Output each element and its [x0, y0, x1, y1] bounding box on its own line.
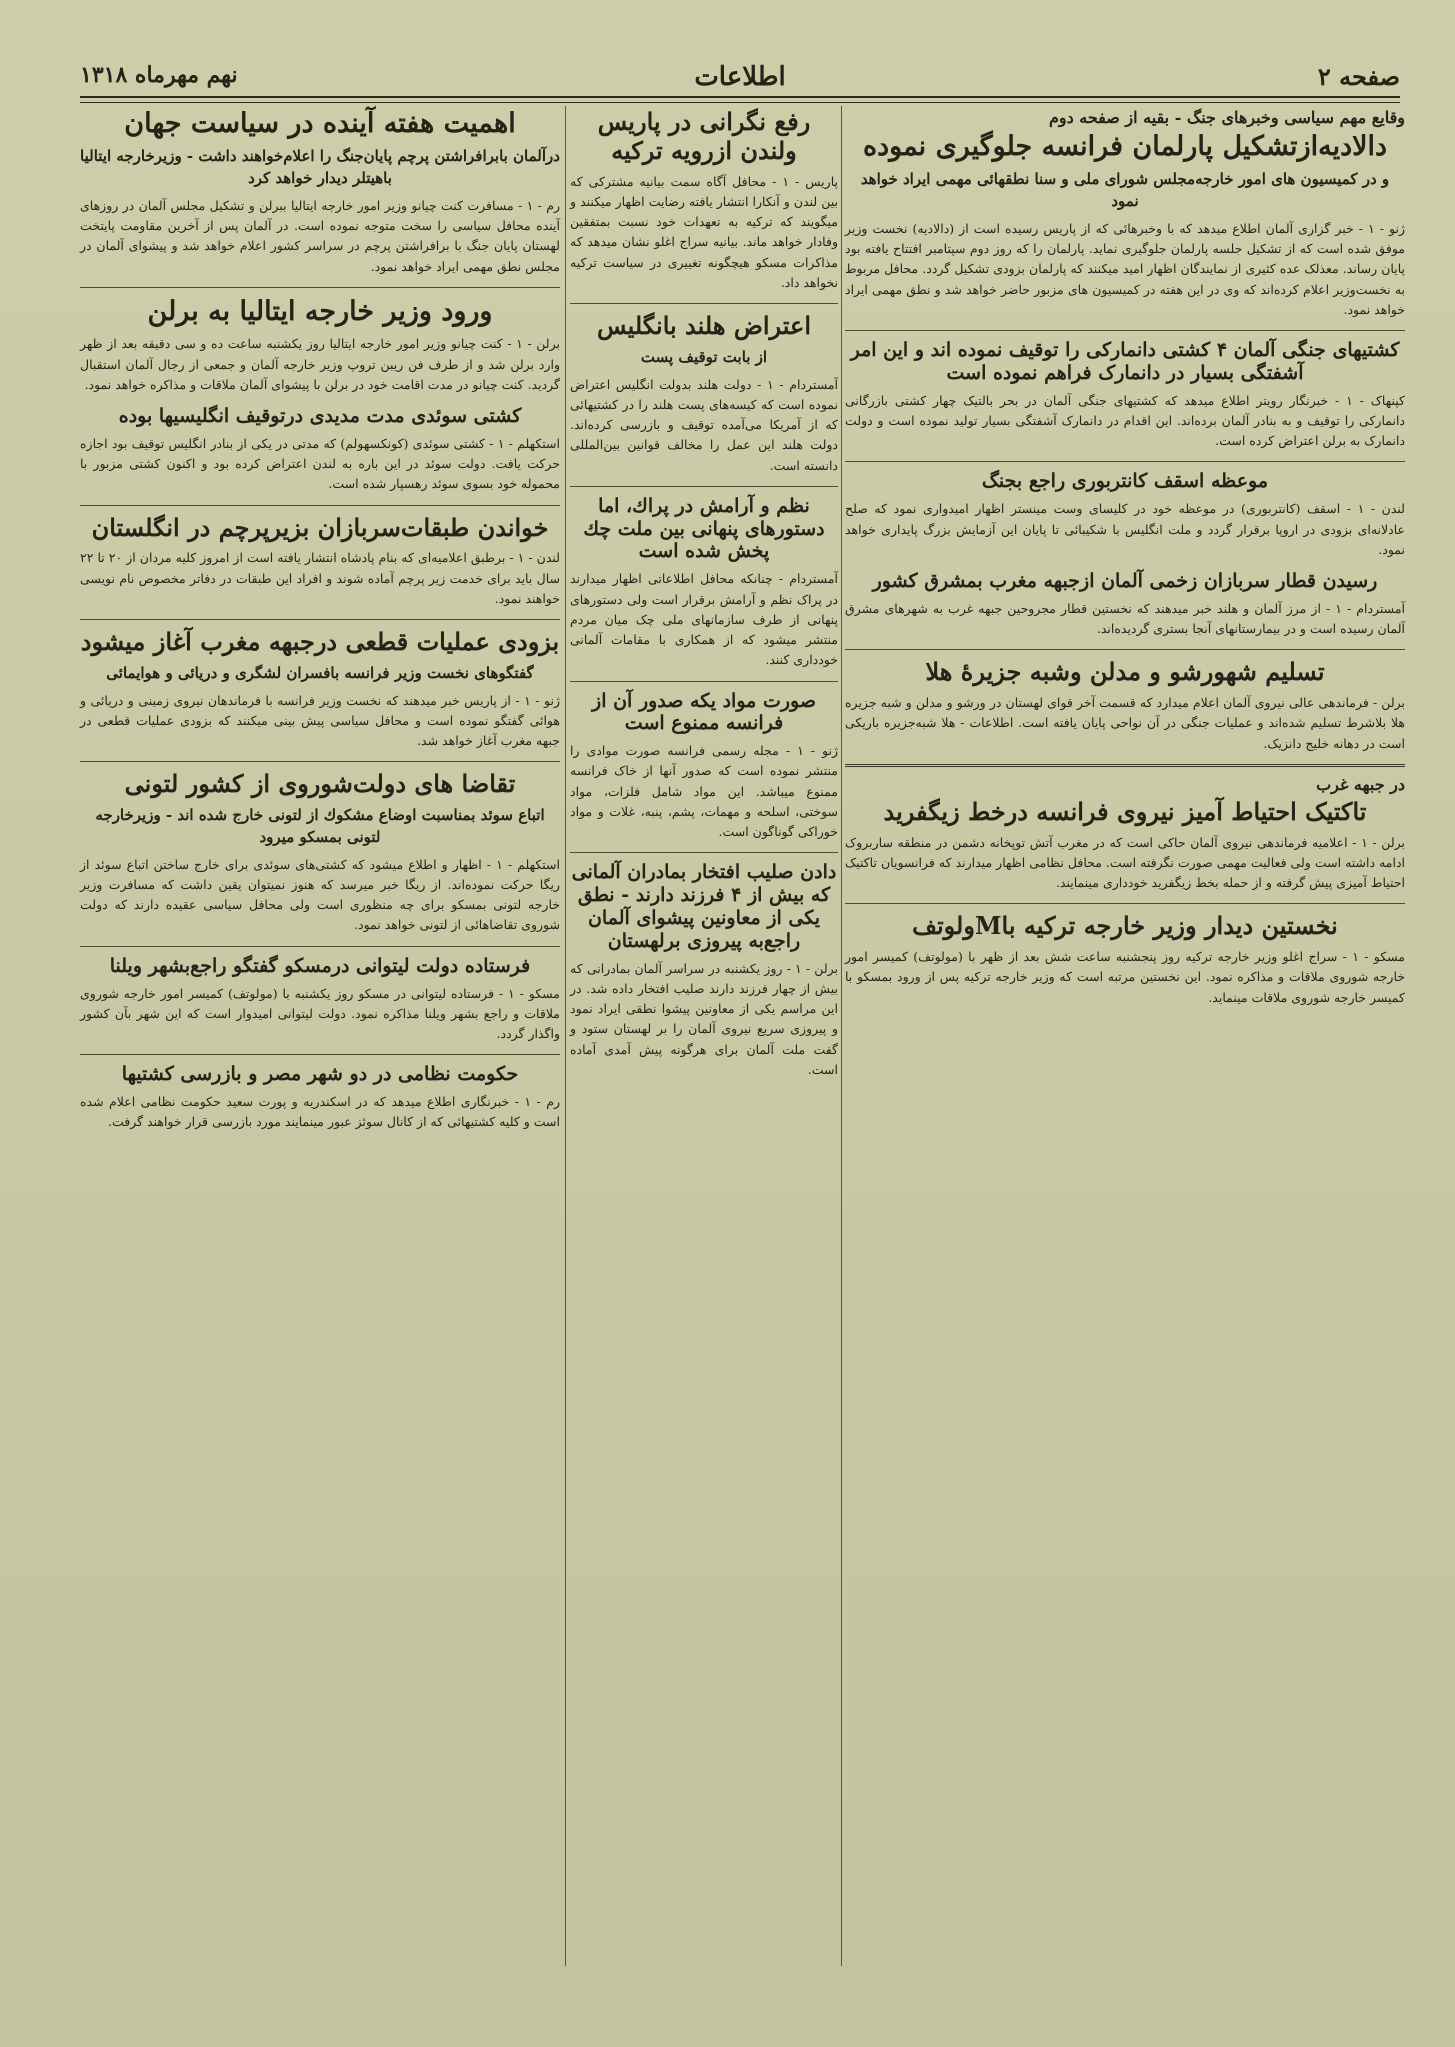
left-column: [80, 104, 560, 1143]
article-danish-ships: [845, 339, 1405, 451]
divider: [570, 852, 838, 853]
article-dalladier: [845, 131, 1405, 320]
article-turkey-molotov: [845, 912, 1405, 1008]
article-headline: تقاضا های دولت‌شوروی از کشور لتونی: [124, 769, 516, 799]
article-body: ژنو - ۱ - مجله رسمی فرانسه صورت موادی را منتشر نموده است که صدور آنها از خاک فرانسه ممنوع میباشد. این مواد شامل فلزات، مواد سوختی، اسلحه و مهمات، پشم، پنبه، غلات و مواد خوراکی گوناگون است.: [570, 743, 838, 840]
article-subheadline: اتباع سوئد بمناسبت اوضاع مشکوك از لتونی خارج شده اند - وزیرخارجه لتونی بمسکو میرود: [95, 806, 545, 846]
article-headline: دادن صلیب افتخار بمادران آلمانی که بیش از ۴ فرزند دارند - نطق یکی از معاونین پیشوای آلمان راجع‌به پیروزی برلهستان: [571, 861, 837, 952]
article-body: برلن - ۱ - کنت چیانو وزیر امور خارجه ایتالیا روز یکشنبه ساعت ده و سی دقیقه بعد از ظهر وارد برلن شد و از طرف فن ریبن تروپ وزیر خارجه آلمان و جمعی از رجال آلمان استقبال گردید. کنت چیانو در مدت اقامت خود در برلن با پیشوای آلمان ملاقات و مذاکره خواهد نمود.: [80, 336, 560, 392]
article-body: آمستردام - ۱ - از مرز آلمان و هلند خبر میدهند که نخستین قطار مجروحین جبهه غرب به شهرهای مشرق آلمان رسیده است و در بیمارستانهای آنجا بستری گردیده‌اند.: [845, 600, 1405, 637]
article-body: رم - ۱ - مسافرت کنت چیانو وزیر امور خارجه ایتالیا ببرلن و تشکیل مجلس آلمان در روزهای آینده محافل سیاسی را سخت متوجه نموده است. در آلمان پس از آخرین مقاومت پایتخت لهستان پایان جنگ با برافراشتن پرچم در سراسر کشور اعلام خواهد شد و پیشوای آلمان در مجلس نطق مهمی ایراد خواهد نمود.: [80, 197, 560, 274]
divider: [845, 330, 1405, 331]
article-headline: نخستین دیدار وزیر خارجه ترکیه باMولوتف: [912, 911, 1338, 941]
article-egypt-martial-law: [80, 1063, 560, 1132]
article-headline: رفع نگرانی در پاریس ولندن ازرویه ترکیه: [597, 107, 811, 165]
article-headline: تاکتیک احتیاط آمیز نیروی فرانسه درخط زیگفرید: [883, 796, 1367, 826]
article-headline: کشتیهای جنگی آلمان ۴ کشتی دانمارکی را توقیف نموده اند و این امر آشفتگی بسیار در دانمارک فراهم نموده است: [850, 339, 1400, 384]
divider: [80, 761, 560, 762]
article-body: لندن - ۱ - اسقف (کانتربوری) در موعظه خود در کلیسای وست مینستر اظهار امیدواری نمود که صلح عادلانه‌ای بزودی در اروپا برقرار گردد و ملت انگلیس با شکیبائی تا پایان این آزمایش بزرگ پایداری خواهد نمود.: [845, 501, 1405, 557]
article-body: استکهلم - ۱ - کشتی سوئدی (کونکسهولم) که مدتی در یکی از بنادر انگلیس توقیف بود اجازه حرکت یافت. دولت سوئد در این باره به لندن اعتراض کرده بود و اکنون کشتی مزبور با محموله خود بسوی سوئد رهسپار شده است.: [80, 435, 560, 492]
article-ciano-berlin: [80, 296, 560, 395]
divider: [80, 619, 560, 620]
article-body: آمستردام - چنانکه محافل اطلاعاتی اظهار میدارند در پراک نظم و آرامش برقرار است ولی دستورهای پنهانی از طرف سازمانهای ملی چک میان مردم منتشر میشود که از همکاری با مقامات آلمانی خودداری کنند.: [570, 571, 838, 668]
article-body: ژنو - ۱ - از پاریس خبر میدهند که نخست وزیر فرانسه با فرماندهان نیروی زمینی و دریائی و هوائی گفتگو نموده است و محافل سیاسی پیش بینی میکنند که بزودی عملیات قطعی در جبهه مغرب آغاز خواهد شد.: [80, 692, 560, 749]
article-body: لندن - ۱ - برطبق اعلامیه‌ای که بنام پادشاه انتشار یافته است از امروز کلیه مردان از ۲۰ تا ۲۲ سال باید برای خدمت زیر پرچم آماده شوند و افراد این طبقات در دفاتر مخصوص نام نویسی خواهند نمود.: [80, 550, 560, 606]
section-kicker: وقایع مهم سیاسی وخبرهای جنگ - بقیه از صفحه دوم: [1048, 108, 1405, 127]
divider: [570, 486, 838, 487]
article-headline: بزودی عملیات قطعی درجبهه مغرب آغاز میشود: [80, 627, 560, 657]
article-wounded-soldiers: [845, 570, 1405, 639]
article-headline: موعظه اسقف کانتربوری راجع بجنگ: [981, 470, 1269, 493]
article-western-operations: [80, 628, 560, 751]
article-warsaw-surrender: [845, 658, 1405, 754]
issue-date: نهم مهرماه ۱۳۱۸: [80, 62, 238, 88]
newspaper-name: اطلاعات: [694, 62, 786, 92]
article-body: برلن - ۱ - اعلامیه فرماندهی نیروی آلمان حاکی است که در مغرب آتش توپخانه دشمن در منطقه ساربروک ادامه داشته است ولی فعالیت مهمی صورت نگرفته است. محافل نظامی اظهار میدارند که فرانسویان تاکتیک احتیاط آمیزی پیش گرفته و از حمله بخط زیگفرید خودداری مینمایند.: [845, 834, 1405, 891]
article-swedish-ship: [80, 405, 560, 495]
section-kicker: در جبهه غرب: [1316, 774, 1405, 794]
article-headline: دالادیه‌ازتشکیل پارلمان فرانسه جلوگیری نموده: [862, 131, 1388, 162]
article-next-week: [80, 108, 560, 277]
divider: [80, 505, 560, 506]
middle-column: [570, 104, 838, 1090]
right-column: [845, 104, 1405, 1018]
page-number: صفحه ۲: [1317, 62, 1400, 91]
article-body: برلن - ۱ - روز یکشنبه در سراسر آلمان بمادرانی که بیش از چهار فرزند دارند صلیب افتخار داده شد. در این مراسم یکی از معاونین پیشوا نطقی ایراد نمود و پیروزی سریع نیروی آلمان را بر لهستان ستود و گفت ملت آلمان برای هرگونه پیش آمدی آماده است.: [570, 960, 838, 1077]
article-headline: ورود وزیر خارجه ایتالیا به برلن: [147, 295, 493, 327]
column-divider: [841, 106, 842, 1966]
divider: [80, 287, 560, 288]
article-subheadline: از بابت توقیف پست: [640, 347, 768, 366]
article-body: مسکو - ۱ - فرستاده لیتوانی در مسکو روز یکشنبه با (مولوتف) کمیسر امور خارجه شوروی ملاقات و راجع بشهر ویلنا مذاکره نمود. دولت لیتوانی امیدوار است که این شهر بآن کشور واگذار گردد.: [80, 985, 560, 1042]
article-prague: [570, 495, 838, 671]
divider: [80, 1054, 560, 1055]
article-headline: حکومت نظامی در دو شهر مصر و بازرسی کشتیها: [121, 1063, 519, 1086]
article-body: ژنو - ۱ - خبر گزاری آلمان اطلاع میدهد که با وخبرهائی که از پاریس رسیده است از (دالادیه) نخست وزیر موفق شده است که از تشکیل جلسه پارلمان جلوگیری نماید. پارلمان را که روز دوم سپتامبر افتتاح یافته بود پایان رساند. معذلک عده کثیری از نمایندگان اظهار امید میکنند که پارلمان بزودی تشکیل گردد. محافل مربوط به نخست‌وزیر اعلام کرده‌اند که وی در این هفته در کمیسیون های مزبور حاضر خواهد شد و نطق مهمی ایراد خواهد نمود.: [845, 220, 1405, 317]
article-turkey-concern: [570, 108, 838, 293]
article-headline: کشتی سوئدی مدت مدیدی درتوقیف انگلیسیها بوده: [118, 405, 522, 428]
column-divider: [565, 106, 566, 1966]
article-headline: فرستاده دولت لیتوانی درمسکو گفتگو راجع‌بشهر ویلنا: [109, 954, 531, 977]
article-headline: صورت مواد یکه صدور آن از فرانسه ممنوع است: [592, 689, 816, 735]
article-body: آمستردام - ۱ - دولت هلند بدولت انگلیس اعتراض نموده است که کیسه‌های پست هلند را در کشتیهائی که از آمریکا می‌آمده توقیف و بازرسی کرده‌اند. دولت هلند این عمل را مخالف قوانین بین‌المللی دانسته است.: [570, 376, 839, 473]
article-headline: خواندن طبقات‌سربازان بزیرپرچم در انگلستان: [91, 512, 549, 542]
article-canterbury: [845, 470, 1405, 560]
article-body: استکهلم - ۱ - اظهار و اطلاع میشود که کشتی‌های سوئدی برای خارج ساختن اتباع سوئد از ریگا حرکت نموده‌اند. از ریگا خبر میرسد که هنوز نمیتوان یقین داشت که مسافرت وزیر خارجه لتونی بمسکو برای چه منظوری است ولی محافل سیاسی عقیده دارند که دولت شوروی تقاضاهائی از لتونی خواهد نمود.: [80, 856, 561, 933]
article-headline: رسیدن قطار سربازان زخمی آلمان ازجبهه مغرب بمشرق کشور: [872, 570, 1378, 593]
divider: [845, 903, 1405, 904]
article-body: کپنهاک - ۱ - خبرنگار رویتر اطلاع میدهد که کشتیهای جنگی آلمان در بحر بالتیک چهار کشتی بازرگانی دانمارکی را توقیف و به بنادر آلمان برده‌اند. این اقدام در دانمارک آشفتگی بسیار تولید نموده است و دولت دانمارک به برلن اعتراض کرده است.: [845, 392, 1405, 449]
divider: [570, 303, 838, 304]
article-subheadline: و در کمیسیون های امور خارجه‌مجلس شورای ملی و سنا نطقهائی مهمی ایراد خواهد نمود: [860, 170, 1390, 211]
article-england-conscription: [80, 514, 560, 610]
article-body: پاریس - ۱ - محافل آگاه سمت بیانیه مشترکی که بین لندن و آنکارا انتشار یافته رضایت اظهار میکنند و میگویند که ترکیه به تعهدات خود نسبت بمتفقین وفادار خواهد ماند. بیانیه سراج اغلو نشان میدهد که مذاکرات مسکو هیچگونه تغییری در سیاست ترکیه نخواهد داد.: [570, 173, 838, 290]
article-subheadline: گفتگوهای نخست وزیر فرانسه بافسران لشگری و دریائی و هوایمائی: [106, 663, 534, 682]
article-headline: تسلیم شهورشو و مدلن وشبه جزیرهٔ هلا: [925, 657, 1325, 687]
article-soviet-latvia: [80, 770, 560, 935]
divider: [80, 946, 560, 947]
article-french-exports: [570, 690, 838, 843]
article-body: برلن - فرماندهی عالی نیروی آلمان اعلام میدارد که قسمت آخر قوای لهستان در ورشو و مدلن و شبه جزیره هلا بلاشرط تسلیم شده‌اند و عملیات جنگی در آن نواحی پایان یافته است. اطلاعات - هلا شبه‌جزیره باریکی است در دهانه خلیج دانزیک.: [845, 695, 1405, 751]
article-body: رم - ۱ - خبرنگاری اطلاع میدهد که در اسکندریه و پورت سعید حکومت نظامی اعلام شده است و کلیه کشتیهائی که از کانال سوئز عبور مینمایند مورد بازرسی قرار خواهند گرفت.: [80, 1094, 560, 1130]
divider: [845, 461, 1405, 462]
masthead-rule: [80, 96, 1400, 103]
article-subheadline: درآلمان بابرافراشتن پرچم پایان‌جنگ را اعلام‌خواهند داشت - وزیرخارجه ایتالیا باهیتلر دیدار خواهد کرد: [80, 147, 560, 188]
article-dutch-protest: [570, 312, 838, 476]
article-headline: اعتراض هلند بانگلیس: [596, 311, 812, 341]
article-headline: اهمیت هفته آینده در سیاست جهان: [124, 108, 516, 139]
divider: [570, 681, 838, 682]
divider: [845, 649, 1405, 650]
divider: [845, 764, 1405, 767]
article-mothers-cross: [570, 861, 838, 1080]
article-lithuania-vilna: [80, 955, 560, 1045]
article-western-front: [845, 775, 1405, 894]
article-body: مسکو - ۱ - سراج اغلو وزیر خارجه ترکیه روز پنجشنبه ساعت شش بعد از ظهر با (مولوتف) کمیسر امور خارجه شوروی ملاقات و مذاکره نمود. این نخستین مرتبه است که وزیر خارجه ترکیه پس از ورود بمسکو با کمیسر خارجه شوروی ملاقات مینماید.: [845, 949, 1406, 1005]
article-headline: نظم و آرامش در پراك، اما دستورهای پنهانی بین ملت چك پخش شده است: [583, 494, 825, 563]
